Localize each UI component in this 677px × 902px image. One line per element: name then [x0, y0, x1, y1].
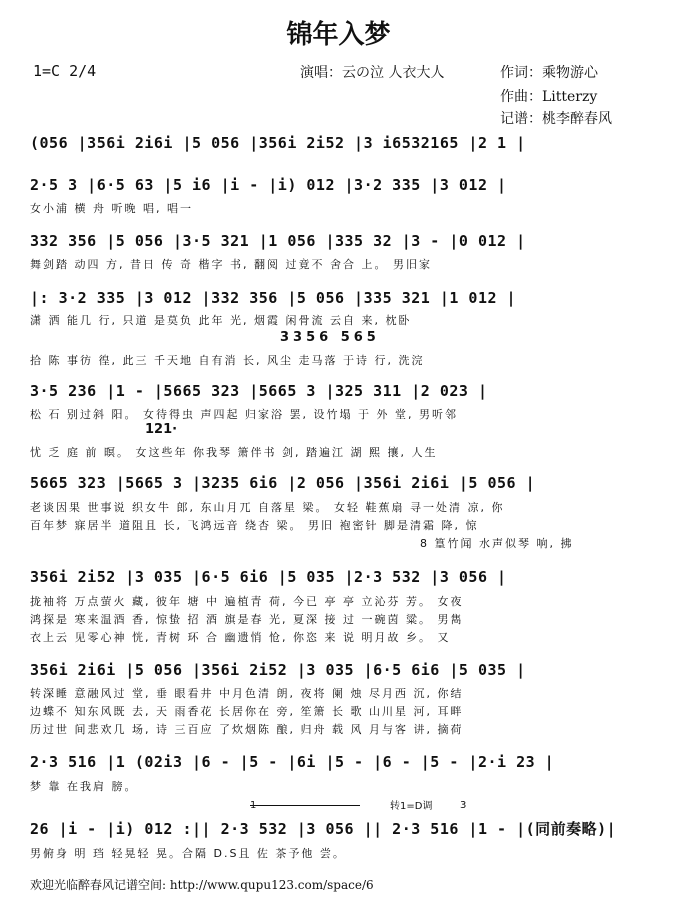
lyric-line: 忧 乏 庭 前 暝。 女这些年 你我琴 箫伴书 剑, 踏遍江 湖 熙 攘, 人生 [30, 446, 438, 459]
transcriber-credit: 记谱：桃李醉春风 [500, 111, 612, 127]
score-row-7: 356i 2i52 |3 035 |6·5 6i6 |5 035 |2·3 532 |3 056 | [30, 568, 507, 586]
lyricist-credit: 作词：乘物游心 [500, 65, 598, 81]
composer-credit: 作曲：Litterzy [500, 89, 598, 105]
lyric-line: 梦 靠 在我肩 膀。 [30, 780, 138, 793]
score-row-1: (056 |356i 2i6i |5 056 |356i 2i52 |3 i6532165 |2 1 | [30, 134, 526, 152]
lyric-line: 鸿探是 寒来温酒 香, 惊蛰 招 酒 旗是春 光, 夏深 接 过 一碗茵 粱。 男雋 [30, 613, 464, 626]
volta-bracket [250, 805, 360, 806]
lyric-line: 边蝶不 知东风既 去, 天 雨香花 长居你在 旁, 笙箫 长 歌 山川星 河, 耳畔 [30, 705, 464, 718]
lyric-line: 潇 洒 能几 行, 只道 是莫负 此年 光, 烟霞 闲骨流 云自 来, 枕卧 [30, 314, 412, 327]
variant-notes: 3356 565 [280, 330, 380, 345]
key-change: 转1=D调 [390, 801, 433, 812]
score-row-4: |: 3·2 335 |3 012 |332 356 |5 056 |335 321 |1 012 | [30, 289, 517, 307]
lyric-line: 衣上云 见零心神 恍, 青树 环 合 幽遗悄 怆, 你恣 来 说 明月故 乡。 又 [30, 631, 451, 644]
volta-1: 1 [250, 800, 257, 811]
score-row-9: 2·3 516 |1 (02i3 |6 - |5 - |6i |5 - |6 - |5 - |2·i 23 | [30, 753, 555, 771]
song-title: 锦年入梦 [286, 20, 391, 50]
score-row-6: 5665 323 |5665 3 |3235 6i6 |2 056 |356i 2i6i |5 056 | [30, 474, 536, 492]
lyric-line: 拾 陈 事彷 徨, 此三 千天地 自有消 长, 风尘 走马落 于诗 行, 洗浣 [30, 354, 425, 367]
lyric-line: 拢袖将 万点萤火 藏, 彼年 塘 中 遍植青 荷, 今已 亭 亭 立沁芬 芳。 女夜 [30, 595, 464, 608]
score-row-3: 332 356 |5 056 |3·5 321 |1 056 |335 32 |3 - |0 012 | [30, 232, 526, 250]
volta-3: 3 [460, 800, 467, 811]
lyric-line: 松 石 别过斜 阳。 女待得虫 声四起 归家浴 罢, 设竹塌 于 外 堂, 男听邻 [30, 408, 458, 421]
score-row-10: 26 |i - |i) 012 :|| 2·3 532 |3 056 || 2·3 516 |1 - |(同前奏略)| [30, 820, 617, 838]
score-row-2: 2·5 3 |6·5 63 |5 i6 |i - |i) 012 |3·2 335 |3 012 | [30, 176, 507, 194]
lyric-line: 老谈因果 世事说 织女牛 郎, 东山月兀 自落星 梁。 女轻 鞋蕉扇 寻一处清 凉, 你 [30, 501, 505, 514]
score-row-8: 356i 2i6i |5 056 |356i 2i52 |3 035 |6·5 6i6 |5 035 | [30, 661, 526, 679]
lyric-line: 百年梦 寐居半 道阻且 长, 飞鸿远音 绕杏 梁。 男旧 袍密针 脚是清霜 降, 惊 [30, 519, 479, 532]
lyric-line: 历过世 间悲欢几 场, 诗 三百应 了炊烟陈 酿, 归舟 载 风 月与客 讲, 摘荷 [30, 723, 464, 736]
footer-text: 欢迎光临醉春风记谱空间: http://www.qupu123.com/space/6 [30, 878, 374, 892]
lyric-line: 舞剑踏 动四 方, 昔日 传 奇 楷字 书, 翻阅 过竟不 舍合 上。 男旧家 [30, 258, 432, 271]
key-signature: 1=C 2/4 [33, 62, 97, 80]
lyric-line: 8 篁竹闻 水声似琴 响, 拂 [420, 537, 574, 550]
singer-credit: 演唱：云の泣 人衣大人 [300, 65, 445, 81]
lyric-line: 男俯身 明 珰 轻晃轻 晃。合隔 D.S且 佐 茶予他 尝。 [30, 847, 346, 860]
score-row-5: 3·5 236 |1 - |5665 323 |5665 3 |325 311 |2 023 | [30, 382, 488, 400]
lyric-line: 转深睡 意融风过 堂, 垂 眼看井 中月色清 朗, 夜将 阑 烛 尽月西 沉, 你结 [30, 687, 464, 700]
variant-notes: 121· [145, 422, 178, 437]
lyric-line: 女小浦 横 舟 听晚 唱, 唱一 [30, 202, 193, 215]
